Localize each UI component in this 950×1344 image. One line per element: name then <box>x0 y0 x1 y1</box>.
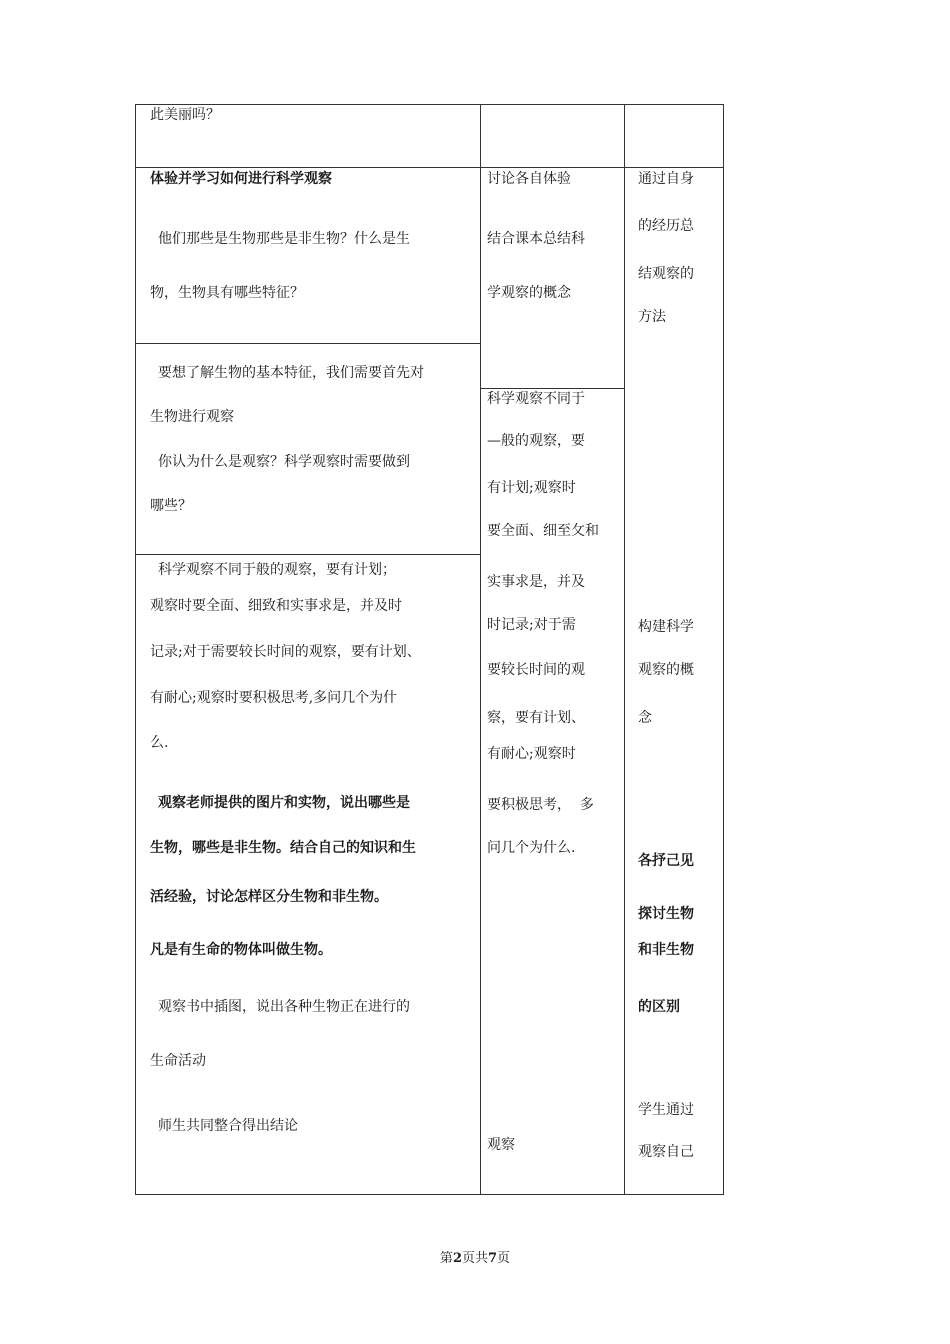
cell-text: 么. <box>150 735 169 751</box>
total-page-number: 7 <box>488 1251 498 1266</box>
bold-text: 各抒己见 <box>638 853 694 869</box>
cell-text: 他们那些是生物那些是非生物？什么是生 <box>158 231 410 247</box>
cell-text: 观察 <box>487 1137 515 1153</box>
cell-text: 观察书中插图，说出各种生物正在进行的 <box>158 999 410 1015</box>
cell-text: 结合课本总结科 <box>487 231 585 247</box>
table-row-divider-col2 <box>480 388 624 389</box>
cell-text: 师生共同整合得出结论 <box>158 1118 298 1134</box>
cell-text: 结观察的 <box>638 266 694 282</box>
cell-text: 哪些？ <box>150 498 192 514</box>
cell-text: 构建科学 <box>638 619 694 635</box>
cell-text: 实事求是，并及 <box>487 574 585 590</box>
cell-text: —般的观察，要 <box>487 433 585 449</box>
cell-text: 察，要有计划、 <box>487 710 585 726</box>
cell-text: 问几个为什么. <box>487 840 576 856</box>
page-footer-suffix: 页 <box>497 1251 511 1266</box>
table-divider-1 <box>480 104 481 1195</box>
cell-text: 通过自身 <box>638 171 694 187</box>
cell-text: 你认为什么是观察？科学观察时需要做到 <box>158 454 410 470</box>
bold-text: 的区别 <box>638 999 680 1015</box>
cell-text: 要全面、细至攵和 <box>487 523 599 539</box>
cell-text: 观察的概 <box>638 662 694 678</box>
table-row-divider-1 <box>135 167 724 168</box>
cell-text: 科学观察不同于般的观察，要有计划； <box>158 562 396 578</box>
cell-text: 讨论各自体验 <box>487 171 571 187</box>
table-border-bottom <box>135 1194 724 1195</box>
bold-text: 活经验，讨论怎样区分生物和非生物。 <box>150 889 388 905</box>
table-border-right <box>723 104 724 1195</box>
cell-text: 有耐心;观察时 <box>487 746 576 762</box>
bold-text: 生物，哪些是非生物。结合自己的知识和生 <box>150 840 416 856</box>
cell-text: 记录;对于需要较长时间的观察，要有计划、 <box>150 644 421 660</box>
table-row-divider-col1-b <box>135 554 480 555</box>
cell-text: 念 <box>638 710 652 726</box>
cell-text: 时记录;对于需 <box>487 617 576 633</box>
bold-text: 探讨生物 <box>638 906 694 922</box>
cell-text: 科学观察不同于 <box>487 391 585 407</box>
cell-text: 观察自己 <box>638 1144 694 1160</box>
cell-text: 观察时要全面、细致和实事求是，并及时 <box>150 598 402 614</box>
cell-text: 有耐心;观察时要积极思考,多问几个为什 <box>150 690 398 706</box>
section-heading: 体验并学习如何进行科学观察 <box>150 171 332 187</box>
cell-text: 要较长时间的观 <box>487 662 585 678</box>
cell-text: 要积极思考， 多 <box>487 797 594 813</box>
cell-text: 学生通过 <box>638 1102 694 1118</box>
cell-text: 学观察的概念 <box>487 285 571 301</box>
cell-text: 生命活动 <box>150 1053 206 1069</box>
bold-text: 观察老师提供的图片和实物，说出哪些是 <box>158 795 410 811</box>
cell-text: 的经历总 <box>638 218 694 234</box>
bold-text: 和非生物 <box>638 942 694 958</box>
table-border-left <box>135 104 136 1195</box>
current-page-number: 2 <box>452 1251 462 1266</box>
page-footer-middle: 页共 <box>461 1251 488 1266</box>
cell-text: 要想了解生物的基本特征，我们需要首先对 <box>158 365 424 381</box>
page-footer-prefix: 第 <box>439 1251 453 1266</box>
page-number-footer <box>0 1247 950 1266</box>
cell-text: 此美丽吗？ <box>150 107 220 123</box>
cell-text: 生物进行观察 <box>150 409 234 425</box>
table-border-top <box>135 104 724 105</box>
bold-text: 凡是有生命的物体叫做生物。 <box>150 942 332 958</box>
cell-text: 有计划;观察时 <box>487 480 576 496</box>
table-divider-2 <box>624 104 625 1195</box>
cell-text: 物，生物具有哪些特征？ <box>150 285 304 301</box>
cell-text: 方法 <box>638 309 666 325</box>
table-row-divider-col1-a <box>135 343 480 344</box>
